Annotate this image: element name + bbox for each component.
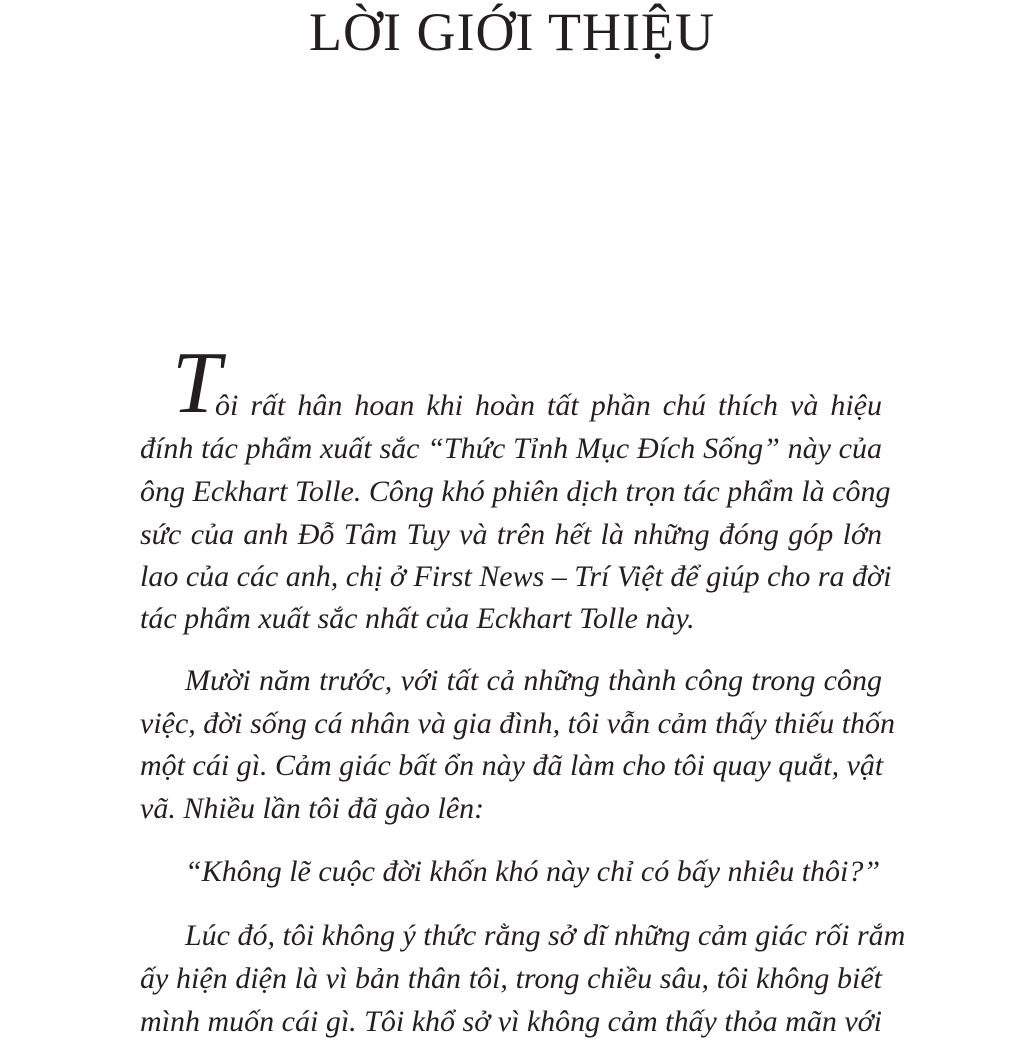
page-title: LỜI GIỚI THIỆU bbox=[309, 2, 715, 62]
text-line: vã. Nhiều lần tôi đã gào lên: bbox=[140, 792, 485, 825]
text-line: Lúc đó, tôi không ý thức rằng sở dĩ những cảm giác rối rắm bbox=[185, 919, 906, 952]
text-line: một cái gì. Cảm giác bất ổn này đã làm cho tôi quay quắt, vật bbox=[140, 749, 884, 782]
text-line: ấy hiện diện là vì bản thân tôi, trong chiều sâu, tôi không biết bbox=[140, 962, 882, 995]
text-line: việc, đời sống cá nhân và gia đình, tôi vẫn cảm thấy thiếu thốn bbox=[140, 707, 896, 740]
text-line: Mười năm trước, với tất cả những thành công trong công bbox=[185, 664, 882, 697]
quote-line: “Không lẽ cuộc đời khốn khó này chỉ có bấy nhiêu thôi?” bbox=[185, 855, 881, 888]
text-line: ông Eckhart Tolle. Công khó phiên dịch trọn tác phẩm là công bbox=[140, 475, 891, 508]
drop-cap: T bbox=[172, 335, 221, 432]
text-line: tác phẩm xuất sắc nhất của Eckhart Tolle này. bbox=[140, 602, 695, 635]
text-line: đính tác phẩm xuất sắc “Thức Tỉnh Mục Đích Sống” này của bbox=[140, 432, 882, 465]
text-line: lao của các anh, chị ở First News – Trí Việt để giúp cho ra đời bbox=[140, 560, 892, 593]
text-line: sức của anh Đỗ Tâm Tuy và trên hết là những đóng góp lớn bbox=[140, 518, 882, 551]
text-line: mình muốn cái gì. Tôi khổ sở vì không cảm thấy thỏa mãn với bbox=[140, 1005, 882, 1038]
text-line: ôi rất hân hoan khi hoàn tất phần chú thích và hiệu bbox=[215, 389, 882, 422]
